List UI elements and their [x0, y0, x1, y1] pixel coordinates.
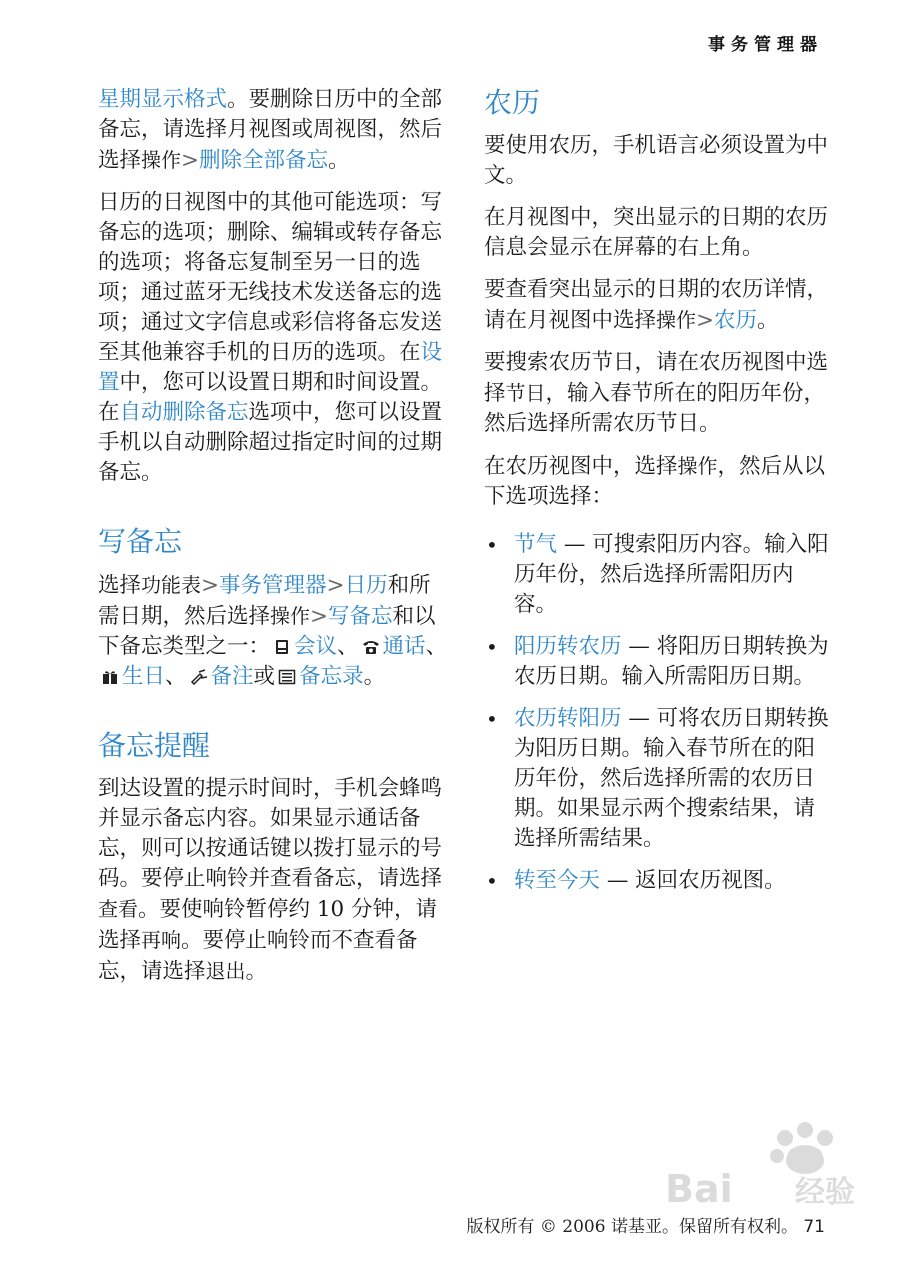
- baidu-watermark-logo: [665, 1120, 865, 1210]
- paragraph-lunar-festival: 要搜索农历节日，请在农历视图中选择节日，输入春节所在的阳历年份，然后选择所需农历节日。: [484, 350, 829, 436]
- right-column: [484, 85, 829, 908]
- paragraph-delete-all: 星期显示格式。要删除日历中的全部备忘，请选择月视图或周视图，然后选择操作>删除全部备忘。: [98, 87, 443, 173]
- paragraph-write-note: 选择功能表>事务管理器>日历和所需日期，然后选择操作>写备忘和以下备忘类型之一： 会议、 通话、生日、 备注或 备忘录。: [98, 573, 448, 689]
- link-delete-all[interactable]: 删除全部备忘: [199, 148, 329, 173]
- paragraph-note-alarm: 到达设置的提示时间时，手机会蜂鸣并显示备忘内容。如果显示通话备忘，则可以按通话键以拨打显示的号码。要停止响铃并查看备忘，请选择查看。要使响铃暂停约 10 分钟，请选择再响。要停止响铃而不查看备忘，请选择退出。: [98, 776, 443, 984]
- paragraph-lunar-options: 在农历视图中，选择操作，然后从以下选项选择：: [484, 454, 826, 509]
- paragraph-day-view: 日历的日视图中的其他可能选项：写备忘的选项；删除、编辑或转存备忘的选项；将备忘复制至另一日的选项；通过蓝牙无线技术发送备忘的选项；通过文字信息或彩信将备忘发送至其他兼容手机的日历的选项。在设置中，您可以设置日期和时间设置。在自动删除备忘选项中，您可以设置手机以自动删除超过指定时间的过期备忘。: [98, 190, 443, 485]
- heading-lunar: 农历: [484, 86, 541, 119]
- heading-write-note: 写备忘: [98, 525, 183, 558]
- link-settings[interactable]: 设置: [98, 340, 443, 395]
- link-reminder[interactable]: 备注: [210, 664, 254, 689]
- ui-options-4: 操作: [677, 454, 718, 478]
- list-item: • 农历转阳历 — 可将农历日期转换为阳历日期。输入春节所在的阳历年份，然后选择所需的农历日期。如果显示两个搜索结果，请选择所需结果。: [486, 706, 829, 851]
- bullet: •: [486, 869, 498, 893]
- ui-menu: 功能表: [141, 573, 202, 597]
- meeting-icon: [273, 639, 291, 655]
- gift-icon: [101, 669, 119, 685]
- link-birthday[interactable]: 生日: [122, 664, 166, 689]
- link-solar-term[interactable]: 节气: [514, 532, 558, 557]
- ui-options: 操作: [141, 148, 182, 172]
- list-item: • 阳历转农历 — 将阳历日期转换为农历日期。输入所需阳历日期。: [486, 634, 829, 689]
- note-icon: [190, 669, 208, 685]
- lunar-option-list: [484, 530, 829, 896]
- link-week-format[interactable]: 星期显示格式: [98, 87, 228, 112]
- ui-view: 查看: [98, 897, 138, 921]
- heading-note-alarm: 备忘提醒: [98, 729, 211, 762]
- link-meeting[interactable]: 会议: [294, 634, 338, 659]
- page-number: 71: [803, 1217, 825, 1237]
- copyright-text: 版权所有 © 2006 诺基亚。保留所有权利。: [466, 1217, 798, 1237]
- link-lunar[interactable]: 农历: [714, 308, 758, 333]
- paragraph-lunar-info: 在月视图中，突出显示的日期的农历信息会显示在屏幕的右上角。: [484, 205, 829, 260]
- phone-icon: [362, 639, 380, 655]
- ui-options-2: 操作: [270, 604, 311, 628]
- link-write-note[interactable]: 写备忘: [328, 604, 393, 629]
- svg-text:经验: 经验: [795, 1175, 855, 1210]
- link-calendar[interactable]: 日历: [344, 573, 388, 598]
- memo-icon: [278, 669, 296, 685]
- bullet: •: [486, 533, 498, 557]
- bullet: •: [486, 635, 498, 659]
- page-footer: [466, 1212, 825, 1237]
- svg-text:du: du: [743, 1175, 786, 1210]
- list-item: • 转至今天 — 返回农历视图。: [484, 866, 829, 896]
- ui-options-3: 操作: [656, 308, 697, 332]
- list-item: • 节气 — 可搜索阳历内容。输入阳历年份，然后选择所需阳历内容。: [486, 532, 829, 617]
- link-organizer[interactable]: 事务管理器: [219, 573, 327, 598]
- paragraph-lunar-details: 要查看突出显示的日期的农历详情，请在月视图中选择操作>农历。: [484, 277, 829, 333]
- link-lunar-to-solar[interactable]: 农历转阳历: [514, 706, 622, 731]
- link-auto-delete[interactable]: 自动删除备忘: [119, 400, 249, 425]
- svg-text:Bai: Bai: [665, 1167, 733, 1210]
- section-header: 事务管理器: [708, 35, 823, 55]
- link-call[interactable]: 通话: [382, 634, 426, 659]
- bullet: •: [486, 707, 498, 731]
- link-solar-to-lunar[interactable]: 阳历转农历: [514, 634, 622, 659]
- ui-exit: 退出: [205, 959, 246, 983]
- paragraph-lunar-language: 要使用农历，手机语言必须设置为中文。: [484, 133, 829, 188]
- ui-snooze: 再响: [141, 928, 182, 952]
- ui-festival: 节日: [505, 381, 546, 405]
- link-go-to-today[interactable]: 转至今天: [514, 868, 601, 893]
- link-memo[interactable]: 备忘录: [299, 664, 364, 689]
- left-column: [98, 85, 448, 999]
